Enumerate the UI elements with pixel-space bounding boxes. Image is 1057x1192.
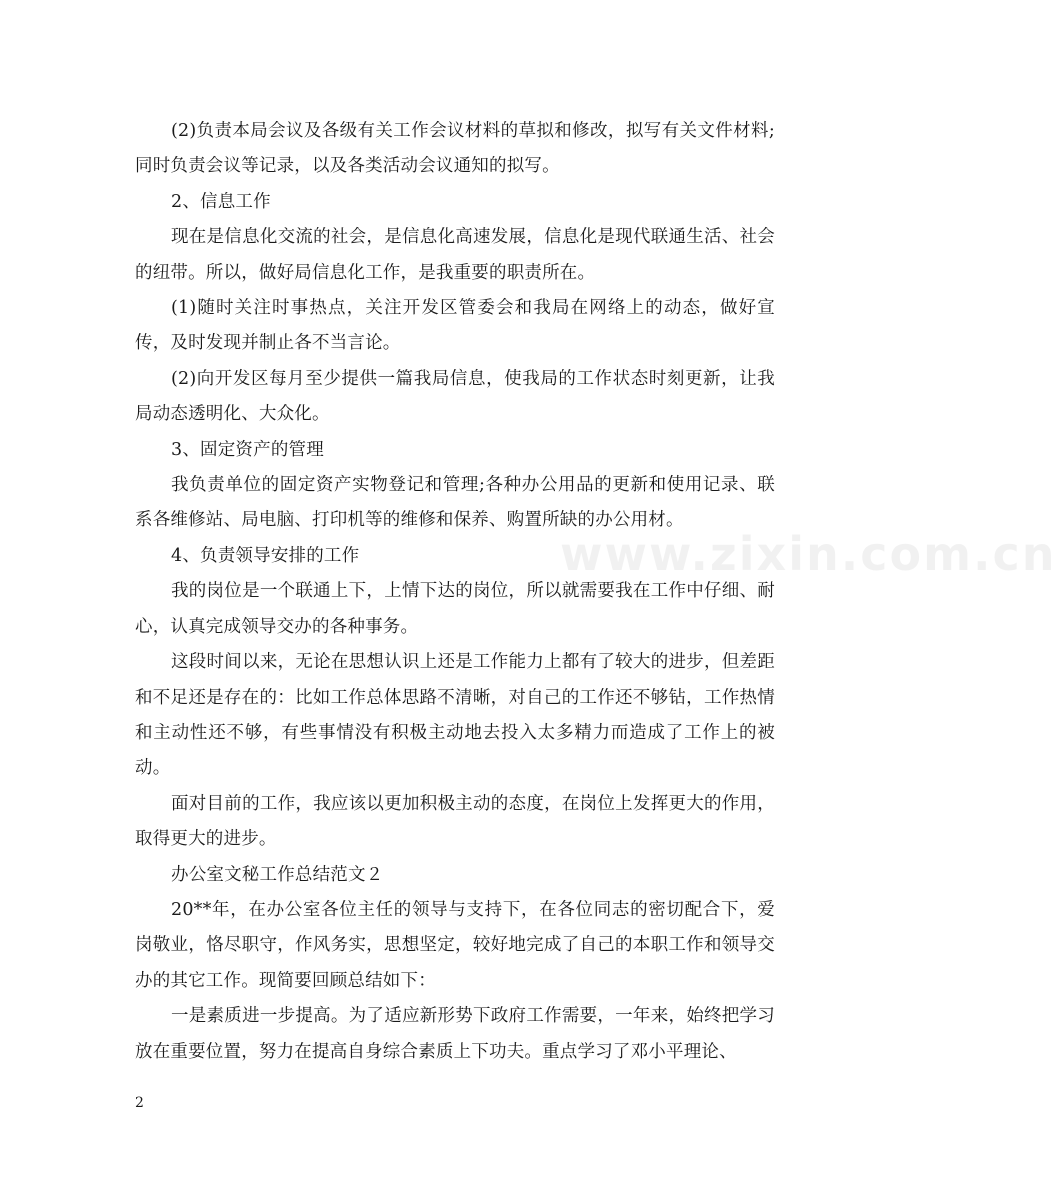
page-number: 2 — [135, 1095, 144, 1111]
paragraph-quality-improvement: 一是素质进一步提高。为了适应新形势下政府工作需要，一年来，始终把学习放在重要位置，努力在提高自身综合素质上下功夫。重点学习了邓小平理论、 — [135, 1006, 775, 1062]
paragraph-fixed-assets: 我负责单位的固定资产实物登记和管理;各种办公用品的更新和使用记录、联系各维修站、局电脑、打印机等的维修和保养、购置所缺的办公用材。 — [135, 475, 775, 531]
paragraph-informatization: 现在是信息化交流的社会，是信息化高速发展，信息化是现代联通生活、社会的纽带。所以，做好局信息化工作，是我重要的职责所在。 — [135, 227, 775, 283]
paragraph-hot-topics: (1)随时关注时事热点，关注开发区管委会和我局在网络上的动态，做好宣传，及时发现并制止各不当言论。 — [135, 298, 775, 354]
paragraph-progress-gaps: 这段时间以来，无论在思想认识上还是工作能力上都有了较大的进步，但差距和不足还是存在的：比如工作总体思路不清晰，对自己的工作还不够钻，工作热情和主动性还不够，有些事情没有积极主动地去投入太多精力而造成了工作上的被动。 — [135, 652, 775, 779]
heading-information-work: 2、信息工作 — [171, 191, 271, 212]
heading-fixed-assets: 3、固定资产的管理 — [171, 439, 324, 460]
paragraph-year-summary: 20**年，在办公室各位主任的领导与支持下，在各位同志的密切配合下，爱岗敬业，恪尽职守，作风务实，思想坚定，较好地完成了自己的本职工作和领导交办的其它工作。现简要回顾总结如下： — [135, 899, 775, 991]
paragraph-future-attitude: 面对目前的工作，我应该以更加积极主动的态度，在岗位上发挥更大的作用，取得更大的进步。 — [135, 793, 775, 850]
paragraph-position-duties: 我的岗位是一个联通上下，上情下达的岗位，所以就需要我在工作中仔细、耐心，认真完成领导交办的各种事务。 — [135, 581, 775, 637]
paragraph-monthly-info: (2)向开发区每月至少提供一篇我局信息，使我局的工作状态时刻更新，让我局动态透明化、大众化。 — [135, 368, 775, 425]
watermark: www.zixin.com.cn — [560, 527, 1057, 581]
heading-leader-tasks: 4、负责领导安排的工作 — [171, 545, 360, 566]
document-body — [135, 114, 775, 1070]
section-title-sample-2: 办公室文秘工作总结范文２ — [171, 864, 384, 885]
paragraph-meeting-materials: (2)负责本局会议及各级有关工作会议材料的草拟和修改，拟写有关文件材料;同时负责会议等记录，以及各类活动会议通知的拟写。 — [135, 121, 775, 177]
